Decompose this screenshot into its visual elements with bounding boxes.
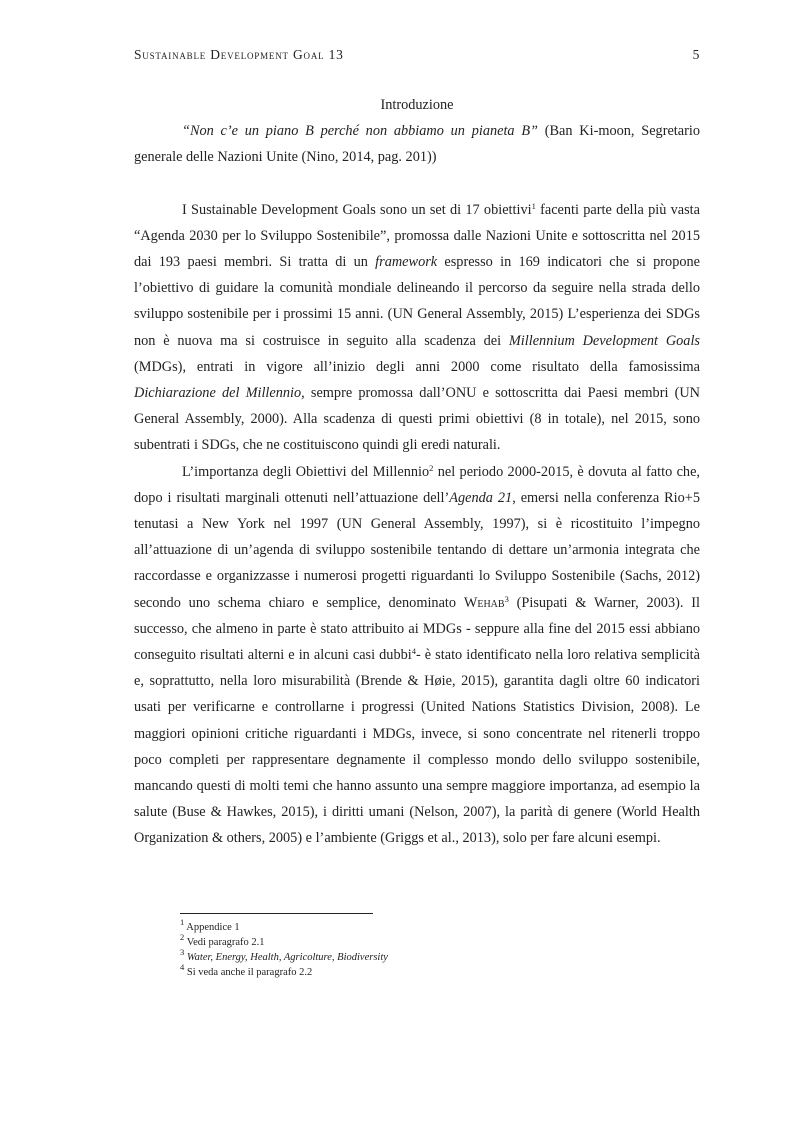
- footnotes: [180, 917, 700, 980]
- footnote-3: [180, 947, 700, 965]
- footnote-number: 3: [180, 947, 185, 957]
- footnote-2: [180, 932, 700, 950]
- footnote-number: 4: [180, 962, 185, 972]
- footnote-text: Water, Energy, Health, Agricolture, Biodiversity: [186, 952, 388, 963]
- italic-term: Dichiarazione del Millennio: [134, 385, 302, 402]
- italic-term: framework: [375, 254, 438, 271]
- footnote-number: 1: [180, 917, 185, 927]
- footnote-ref-3: 3: [504, 593, 509, 604]
- text-run: (Pisupati & Warner, 2003). Il successo, che almeno in parte è stato attribuito ai MDGs - seppure alla fine del 2015 essi abbiano conseguito risultati alterni e in alcuni casi dubbi: [134, 594, 700, 664]
- footnote-divider: [180, 913, 373, 914]
- text-run: L’importanza degli Obiettivi del Millennio: [182, 463, 430, 480]
- text-run: , emersi nella conferenza Rio+5 tenutasi a New York nel 1997 (UN General Assembly, 1997), si è ricostituito l’impegno all’attuazione di un’agenda di sviluppo sostenibile tentando di dettare un’armonia integrata che raccordasse e organizzasse i numerosi progetti riguardanti lo Sviluppo Sostenibile (Sachs, 2012) secondo uno schema chiaro e semplice, denominato: [134, 489, 700, 611]
- text-run: (MDGs), entrati in vigore all’inizio degli anni 2000 come risultato della famosissima: [134, 358, 700, 375]
- italic-term: Millennium Development Goals: [508, 332, 700, 349]
- paragraph-1: [134, 197, 700, 459]
- footnote-ref-1: 1: [531, 200, 536, 211]
- italic-term: Agenda 21: [449, 489, 513, 506]
- text-run: - è stato identificato nella loro relativa semplicità e, soprattutto, nella loro misurabilità (Brende & Høie, 2015), garantita dagli oltre 60 indicatori usati per verificarne e controllarne i progressi (United Nations Statistics Division, 2008). Le maggiori opinioni critiche riguardanti i MDGs, invece, si sono concentrate nel ritenerli troppo poco completi per rappresentare degnamente il complesso mondo dello sviluppo sostenibile, mancando questi di molti temi che hanno assunto una sempre maggiore importanza, ad esempio la salute (Buse & Hawkes, 2015), i diritti umani (Nelson, 2007), la parità di genere (World Health Organization & others, 2005) e l’ambiente (Griggs et al., 2013), solo per fare alcuni esempi.: [134, 647, 700, 847]
- text-run: facenti parte della più vasta “Agenda 2030 per lo Sviluppo Sostenibile”, promossa dalle Nazioni Unite e sottoscritta nel 2015 dai 193 paesi membri. Si tratta di un: [134, 201, 700, 271]
- wehab-acronym: Wehab: [463, 594, 505, 611]
- footnote-text: Appendice 1: [186, 922, 240, 933]
- page-number: 5: [692, 47, 700, 62]
- text-run: I Sustainable Development Goals sono un set di 17 obiettivi: [182, 201, 532, 218]
- text-run: , sempre promossa dall’ONU e sottoscritta dai Paesi membri (UN General Assembly, 2000). Alla scadenza di questi primi obiettivi (8 in totale), nel 2015, sono subentrati i SDGs, che ne costituiscono quindi gli eredi naturali.: [134, 385, 700, 454]
- footnote-4: [180, 962, 700, 980]
- footnote-1: [180, 917, 700, 935]
- epigraph-quote: [134, 118, 700, 170]
- footnote-number: 2: [180, 932, 185, 942]
- footnote-text: Vedi paragrafo 2.1: [186, 937, 265, 948]
- quote-text: “Non c’e un piano B perché non abbiamo un pianeta B”: [182, 123, 539, 140]
- body-text: [134, 92, 700, 852]
- section-heading: Introduzione: [380, 97, 454, 113]
- text-run: espresso in 169 indicatori che si propone l’obiettivo di guidare la comunità mondiale delineando il percorso da seguire nella strada dello sviluppo sostenibile per i prossimi 15 anni. (UN General Assembly, 2015) L’esperienza dei SDGs non è nuova ma si costruisce in seguito alla scadenza dei: [134, 254, 700, 349]
- footnote-ref-4: 4: [411, 646, 416, 657]
- text-run: nel periodo 2000-2015, è dovuta al fatto che, dopo i risultati marginali ottenuti nell’attuazione dell’: [134, 463, 700, 506]
- paragraph-gap: [134, 171, 700, 197]
- quote-attribution: (Ban Ki-moon, Segretario generale delle Nazioni Unite (Nino, 2014, pag. 201)): [134, 123, 700, 166]
- footnote-text: Si veda anche il paragrafo 2.2: [186, 967, 313, 978]
- paragraph-2: [134, 459, 700, 852]
- footnote-ref-2: 2: [429, 462, 434, 473]
- running-header: [134, 47, 700, 63]
- running-title: Sustainable Development Goal 13: [134, 47, 344, 62]
